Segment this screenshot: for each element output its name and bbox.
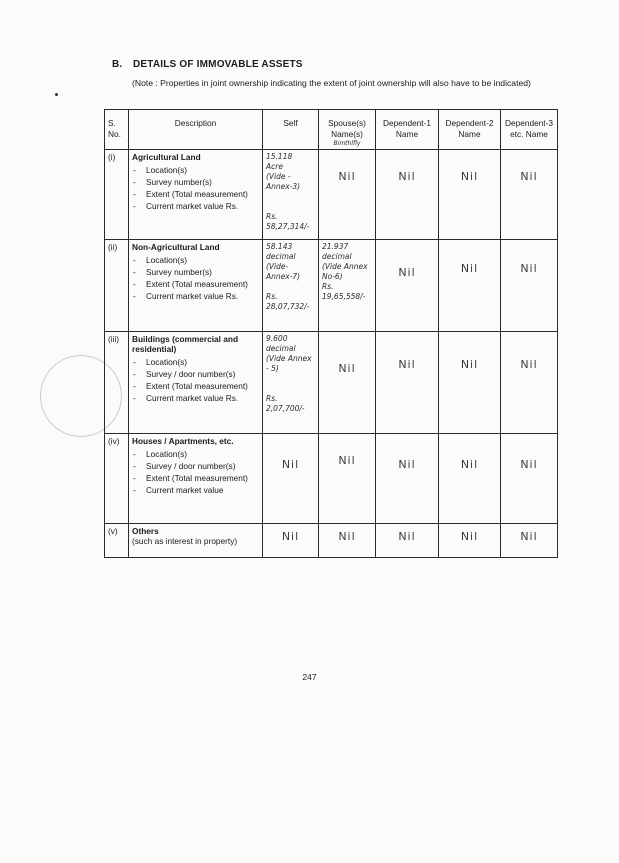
cell-self: 15.118 Acre (Vide - Annex-3) Rs. 58,27,314/- xyxy=(263,150,319,240)
section-note: (Note : Properties in joint ownership indicating the extent of joint ownership will also have to be indicated) xyxy=(132,78,531,88)
row-items xyxy=(132,165,259,212)
row-title: Agricultural Land xyxy=(132,152,201,162)
header-description: Description xyxy=(129,110,263,150)
list-item: - Survey / door number(s) xyxy=(132,461,259,472)
cell-self xyxy=(263,434,319,524)
handwritten-value: Nil xyxy=(520,170,538,183)
handwritten-value: Nil xyxy=(398,458,416,471)
list-item: - Location(s) xyxy=(132,255,259,266)
cell-dependent-3 xyxy=(501,434,558,524)
cell-dependent-1 xyxy=(376,150,439,240)
row-sno: (i) xyxy=(105,150,129,240)
row-description xyxy=(129,524,263,558)
list-item: - Extent (Total measurement) xyxy=(132,189,259,200)
handwritten-value: Nil xyxy=(338,170,356,183)
row-items xyxy=(132,357,259,404)
list-item: - Current market value xyxy=(132,485,259,496)
cell-spouse xyxy=(319,524,376,558)
cell-dependent-3 xyxy=(501,332,558,434)
row-description xyxy=(129,332,263,434)
cell-self: 9.600 decimal (Vide Annex - 5) Rs. 2,07,700/- xyxy=(263,332,319,434)
row-description xyxy=(129,150,263,240)
ink-dot xyxy=(55,93,58,96)
handwritten-value: Nil xyxy=(460,458,479,471)
page-number: 247 xyxy=(302,672,317,682)
cell-dependent-2 xyxy=(439,524,501,558)
cell-spouse xyxy=(319,434,376,524)
header-sno: S. No. xyxy=(105,110,129,150)
cell-spouse xyxy=(319,332,376,434)
immovable-assets-table xyxy=(104,109,558,558)
row-title: Houses / Apartments, etc. xyxy=(132,436,234,446)
handwritten-value: Nil xyxy=(460,358,479,371)
list-item: - Current market value Rs. xyxy=(132,291,259,302)
row-title: Non-Agricultural Land xyxy=(132,242,220,252)
cell-dependent-1 xyxy=(376,524,439,558)
table-row xyxy=(105,150,558,240)
row-sno: (iv) xyxy=(105,434,129,524)
handwritten-value: Nil xyxy=(460,262,479,275)
list-item: - Location(s) xyxy=(132,165,259,176)
handwritten-value: Nil xyxy=(460,530,479,543)
header-spouse xyxy=(319,110,376,150)
table-row xyxy=(105,240,558,332)
spouse-handwritten-name: Bimthlfly xyxy=(333,140,361,147)
section-title: DETAILS OF IMMOVABLE ASSETS xyxy=(132,59,303,70)
list-item: - Location(s) xyxy=(132,449,259,460)
row-items xyxy=(132,449,259,496)
handwritten-value: Nil xyxy=(460,170,479,183)
handwritten-value: Nil xyxy=(281,458,300,471)
row-sno: (ii) xyxy=(105,240,129,332)
cell-dependent-2 xyxy=(439,150,501,240)
handwritten-value: Nil xyxy=(520,262,538,275)
handwritten-value: Nil xyxy=(338,530,356,543)
row-description xyxy=(129,240,263,332)
cell-dependent-2 xyxy=(439,332,501,434)
list-item: - Survey / door number(s) xyxy=(132,369,259,380)
cell-spouse: 21.937 decimal (Vide Annex No-6) Rs. 19,65,558/- xyxy=(319,240,376,332)
row-title: Buildings (commercial and residential) xyxy=(132,334,239,354)
row-description xyxy=(129,434,263,524)
header-dependent-2: Dependent-2 Name xyxy=(439,110,501,150)
list-item: - Survey number(s) xyxy=(132,177,259,188)
header-dependent-3: Dependent-3 etc. Name xyxy=(501,110,558,150)
header-self: Self xyxy=(263,110,319,150)
row-title: Others xyxy=(132,526,159,536)
cell-dependent-2 xyxy=(439,240,501,332)
cell-dependent-3 xyxy=(501,150,558,240)
row-sno: (v) xyxy=(105,524,129,558)
cell-dependent-1 xyxy=(376,332,439,434)
cell-dependent-1 xyxy=(376,240,439,332)
row-sno: (iii) xyxy=(105,332,129,434)
list-item: - Extent (Total measurement) xyxy=(132,279,259,290)
cell-self: 58.143 decimal (Vide- Annex-7) Rs. 28,07,732/- xyxy=(263,240,319,332)
list-item: - Current market value Rs. xyxy=(132,393,259,404)
cell-dependent-3 xyxy=(501,240,558,332)
table-row xyxy=(105,332,558,434)
handwritten-value: Nil xyxy=(281,530,300,543)
handwritten-value: Nil xyxy=(520,458,538,471)
list-item: - Extent (Total measurement) xyxy=(132,473,259,484)
handwritten-value: Nil xyxy=(338,454,356,467)
header-dependent-1: Dependent-1 Name xyxy=(376,110,439,150)
handwritten-value: Nil xyxy=(520,530,538,543)
row-items xyxy=(132,255,259,302)
cell-spouse xyxy=(319,150,376,240)
table-row xyxy=(105,434,558,524)
handwritten-value: Nil xyxy=(398,358,416,371)
cell-dependent-3 xyxy=(501,524,558,558)
handwritten-value: Nil xyxy=(520,358,538,371)
cell-self xyxy=(263,524,319,558)
handwritten-value: Nil xyxy=(398,170,416,183)
section-number: B. xyxy=(112,59,123,70)
list-item: - Extent (Total measurement) xyxy=(132,381,259,392)
table-row xyxy=(105,524,558,558)
cell-dependent-1 xyxy=(376,434,439,524)
list-item: - Location(s) xyxy=(132,357,259,368)
handwritten-value: Nil xyxy=(398,530,416,543)
table-header-row xyxy=(105,110,558,150)
row-subtitle: (such as interest in property) xyxy=(132,536,238,546)
list-item: - Survey number(s) xyxy=(132,267,259,278)
header-spouse-label: Spouse(s) Name(s) xyxy=(328,118,366,139)
handwritten-value: Nil xyxy=(398,266,416,279)
section-heading xyxy=(112,59,303,70)
cell-dependent-2 xyxy=(439,434,501,524)
list-item: - Current market value Rs. xyxy=(132,201,259,212)
handwritten-value: Nil xyxy=(338,362,356,375)
